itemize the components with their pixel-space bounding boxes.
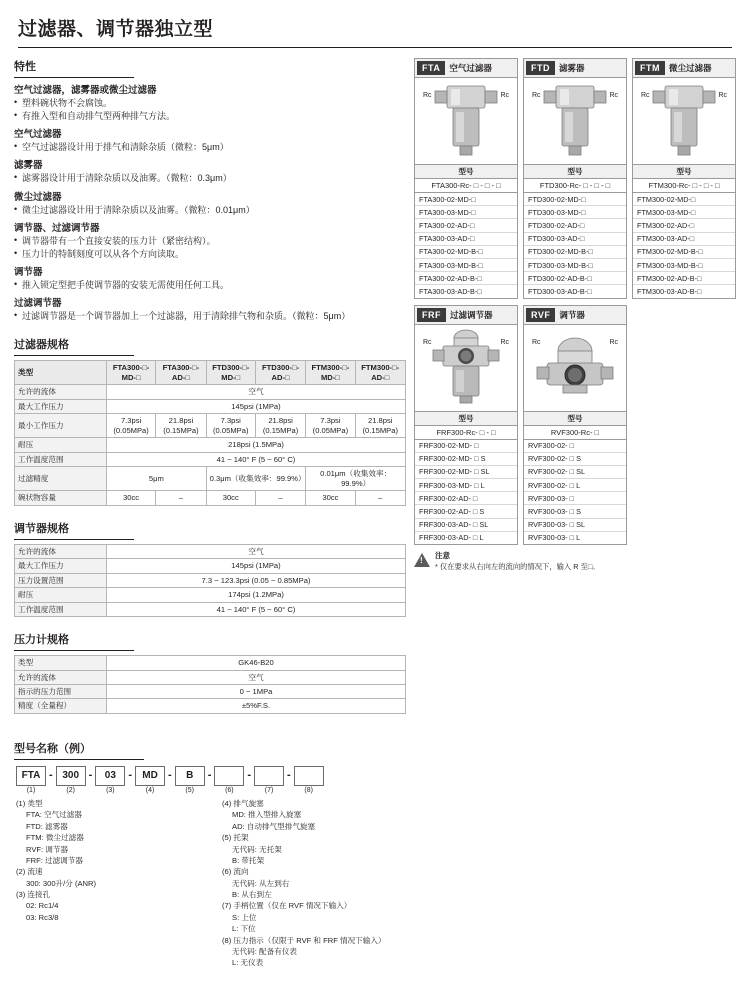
model-code-separator: -	[287, 768, 291, 781]
row-label: 工作温度范围	[15, 452, 107, 466]
product-tag: FTA	[417, 61, 445, 75]
port-label-left: Rc	[641, 92, 650, 99]
port-label-right: Rc	[500, 92, 509, 99]
model-list-item[interactable]: RVF300-03- □	[524, 492, 626, 505]
note-body: * 仅在要求从右向左的流向的情况下，输入 R 至□。	[435, 561, 600, 571]
product-card-frf	[414, 305, 518, 546]
model-list-item[interactable]: FTM300-02-AD-□	[633, 219, 735, 232]
feature-bullet: • 推入锁定型把手使调节器的安装无需使用任何工具。	[14, 279, 406, 291]
product-image	[524, 78, 626, 164]
regulator-spec-divider	[14, 539, 134, 540]
feature-bullet: • 压力计的特制刻度可以从各个方向读取。	[14, 248, 406, 260]
model-header: 型号	[524, 164, 626, 179]
right-column	[414, 58, 736, 572]
model-list-item[interactable]: FTD300-03-MD-B-□	[524, 259, 626, 272]
table-cell: 5μm	[107, 467, 207, 491]
legend-item: 02: Rc1/4	[26, 901, 59, 911]
model-list-item[interactable]: FTD300-03-AD-□	[524, 233, 626, 246]
product-name: 调节器	[559, 309, 585, 320]
model-code-separator: -	[168, 768, 172, 781]
model-code-separator: -	[247, 768, 252, 781]
column-header: FTM300-□-AD-□	[355, 361, 406, 385]
model-list	[524, 193, 626, 298]
legend-item: FTA: 空气过滤器	[26, 810, 82, 820]
table-row	[15, 452, 406, 466]
model-list-item[interactable]: RVF300-02- □ SL	[524, 466, 626, 479]
port-label-left: Rc	[423, 92, 432, 99]
product-image	[524, 325, 626, 411]
model-list-item[interactable]: FTM300-02-AD-B-□	[633, 272, 735, 285]
model-list-item[interactable]: FTD300-02-MD-B-□	[524, 246, 626, 259]
table-cell: ±5%F.S.	[107, 699, 406, 713]
table-cell: 145psi (1MPa)	[107, 399, 406, 413]
model-code-index: (5)	[185, 786, 194, 794]
table-row	[15, 438, 406, 452]
model-list	[415, 440, 517, 545]
table-row	[15, 385, 406, 399]
product-header	[633, 59, 735, 78]
model-list-item[interactable]: FTA300-02-MD-B-□	[415, 246, 517, 259]
legend-group-title: (1) 类型	[16, 798, 43, 808]
model-list-item[interactable]: FTM300-03-AD-□	[633, 233, 735, 246]
legend-group-title: (8) 压力指示（仅限于 RVF 和 FRF 情况下输入）	[222, 935, 386, 945]
feature-group-title: 调节器、过滤调节器	[14, 222, 100, 234]
legend-item: RVF: 调节器	[26, 844, 69, 854]
feature-bullet: • 滤雾器设计用于清除杂质以及油雾。（微粒：0.3μm）	[14, 172, 406, 184]
model-code-slot[interactable]	[95, 766, 125, 794]
model-list-item[interactable]: FTM300-03-MD-B-□	[633, 259, 735, 272]
regulator-spec-heading: 调节器规格	[14, 522, 69, 535]
filter-spec-divider	[14, 355, 134, 356]
table-cell: 空气	[107, 544, 406, 558]
model-pattern: FTA300-Rc- □ - □ - □	[415, 179, 517, 193]
legend-item: S: 上位	[232, 912, 257, 922]
feature-group-title: 调节器	[14, 266, 43, 278]
model-code-index: (1)	[26, 786, 36, 794]
model-code-index: (8)	[304, 786, 313, 794]
model-pattern: FRF300-Rc- □ - □	[415, 426, 517, 440]
model-name-section	[14, 740, 736, 969]
port-label-right: Rc	[609, 338, 618, 346]
model-list-item[interactable]: FTM300-03-AD-B-□	[637, 286, 702, 296]
model-code-index: (3)	[106, 786, 115, 794]
row-label: 精度（全量程）	[15, 699, 107, 713]
product-tag: FRF	[417, 308, 446, 322]
feature-bullet: • 微尘过滤器设计用于清除杂质以及油雾。（微粒：0.01μm）	[14, 204, 406, 216]
column-header: FTA300-□-MD-□	[107, 361, 156, 385]
table-cell: 145psi (1MPa)	[107, 559, 406, 573]
model-code-value[interactable]: 03	[95, 766, 125, 786]
model-list-item[interactable]: FTA300-03-AD-B-□	[419, 286, 482, 296]
row-label: 类型	[15, 656, 107, 670]
model-list-item[interactable]: FTD300-02-MD-□	[524, 193, 626, 206]
table-cell: 174psi (1.2MPa)	[107, 588, 406, 602]
table-cell: 7.3psi (0.05MPa)	[206, 414, 255, 438]
table-cell: 30cc	[206, 491, 255, 505]
features-heading: 特性	[14, 61, 36, 73]
model-list-item[interactable]: RVF300-03- □ SL	[524, 519, 626, 532]
legend-group-title: (2) 流速	[16, 867, 43, 877]
model-list-item[interactable]: FRF300-03-AD- □ L	[419, 533, 484, 543]
model-code-value[interactable]	[294, 766, 324, 786]
model-code-slot[interactable]	[135, 766, 165, 794]
product-header	[524, 306, 626, 325]
model-list-item[interactable]: FTD300-03-AD-B-□	[528, 286, 592, 296]
legend-item: MD: 推入型排入旋塞	[232, 810, 302, 820]
legend-group-title: (5) 托架	[222, 833, 249, 843]
model-list	[633, 193, 735, 298]
filter-spec-block	[14, 336, 406, 505]
model-legend-left	[16, 798, 206, 969]
table-row	[15, 602, 406, 616]
port-label-right: Rc	[500, 338, 509, 346]
model-code-index: (2)	[66, 786, 75, 794]
table-row	[15, 559, 406, 573]
feature-bullet: • 有推入型和自动排气型两种排气方法。	[14, 110, 406, 122]
product-card-ftd	[523, 58, 627, 299]
model-code-boxes	[16, 766, 736, 794]
table-cell: 空气	[107, 670, 406, 684]
row-label: 最大工作压力	[15, 559, 107, 573]
model-list-item[interactable]: FTD300-03-MD-□	[524, 206, 626, 219]
table-row	[15, 573, 406, 587]
model-name-heading: 型号名称（例）	[14, 742, 91, 755]
table-row	[15, 414, 406, 438]
product-image	[415, 325, 517, 411]
feature-group-title: 过滤调节器	[14, 298, 62, 310]
model-list-item[interactable]: FRF300-02-MD- □	[415, 440, 517, 453]
model-code-index: (4)	[145, 786, 155, 794]
main-columns	[14, 58, 736, 728]
model-pattern: FTM300-Rc- □ - □ - □	[633, 179, 735, 193]
filter-illustration	[649, 80, 719, 162]
model-list-item[interactable]: FTA300-03-MD-B-□	[415, 259, 517, 272]
table-cell: –	[255, 491, 305, 505]
port-label-left: Rc	[423, 338, 432, 346]
product-name: 滤雾器	[559, 63, 585, 73]
model-list-item[interactable]: FTM300-03-MD-□	[633, 206, 735, 219]
table-row	[15, 699, 406, 713]
product-name: 过滤调节器	[450, 309, 493, 320]
port-label-right: Rc	[609, 92, 618, 99]
legend-group-title: (6) 流向	[222, 867, 249, 877]
table-cell: 7.3 ~ 123.3psi (0.05 ~ 0.85MPa)	[107, 573, 406, 587]
column-header: 类型	[15, 361, 107, 385]
table-cell: –	[355, 491, 406, 505]
table-row	[15, 670, 406, 684]
legend-group-title: (4) 排气旋塞	[222, 798, 264, 808]
product-image	[415, 78, 517, 164]
table-cell: 0.3μm（收集效率：99.9%）	[206, 467, 306, 491]
model-header: 型号	[524, 411, 626, 426]
model-list-item[interactable]: FTA300-02-MD-□	[415, 193, 517, 206]
model-list-item[interactable]: FTA300-03-MD-□	[415, 206, 517, 219]
model-list	[524, 440, 626, 545]
product-header	[415, 306, 517, 325]
regulator-spec-table	[14, 544, 406, 617]
model-code-slot[interactable]	[175, 766, 205, 794]
features-list	[14, 82, 406, 322]
feature-bullet: • 调节器带有一个直接安装的压力计（紧密结构）。	[14, 235, 406, 247]
product-name: 空气过滤器	[449, 63, 492, 73]
table-row	[15, 544, 406, 558]
gauge-spec-heading: 压力计规格	[14, 634, 69, 647]
model-list-item[interactable]: FTA300-03-AD-□	[415, 233, 517, 246]
table-row	[15, 684, 406, 698]
regulator-spec-block	[14, 520, 406, 617]
legend-item: FTM: 微尘过滤器	[26, 833, 84, 843]
feature-bullet: • 空气过滤器设计用于排气和清除杂质（微粒：5μm）	[14, 141, 406, 153]
product-tag: RVF	[526, 308, 555, 322]
legend-item: 无代码: 从左到右	[232, 878, 290, 888]
model-code-value[interactable]: B	[175, 766, 205, 786]
legend-item: 无代码: 配备有仪表	[232, 947, 297, 957]
feature-bullet: • 过滤调节器是一个调节器加上一个过滤器，用于清除排气物和杂质。（微粒：5μm）	[14, 310, 406, 322]
legend-item: 无代码: 无托架	[232, 844, 282, 854]
gauge-spec-table	[14, 655, 406, 714]
row-label: 压力设置范围	[15, 573, 107, 587]
left-column	[14, 58, 414, 728]
model-header: 型号	[415, 164, 517, 179]
model-code-value[interactable]: 300	[56, 766, 86, 786]
model-code-value[interactable]: MD	[135, 766, 165, 786]
model-list-item[interactable]: FTA300-02-AD-□	[415, 219, 517, 232]
page-title: 过滤器、调节器独立型	[18, 19, 214, 40]
model-list	[415, 193, 517, 298]
legend-item: B: 从右到左	[232, 890, 272, 900]
table-cell: GK46-B20	[107, 656, 406, 670]
legend-item: L: 无仪表	[232, 958, 264, 968]
model-header: 型号	[633, 164, 735, 179]
filter-spec-table	[14, 360, 406, 505]
model-list-item[interactable]: FTA300-02-AD-B-□	[415, 272, 517, 285]
row-label: 最大工作压力	[15, 399, 107, 413]
feature-group-title: 空气过滤器	[14, 129, 62, 141]
legend-item: AD: 自动排气型排气旋塞	[232, 821, 316, 831]
feature-bullet: • 塑料碗状物不会腐蚀。	[14, 97, 406, 109]
model-name-divider	[14, 759, 144, 760]
product-card-rvf	[523, 305, 627, 546]
model-code-value[interactable]	[254, 766, 284, 786]
feature-group-title: 滤雾器	[14, 160, 43, 172]
product-card-ftm	[632, 58, 736, 299]
row-label: 过滤精度	[15, 467, 107, 491]
features-divider	[14, 77, 134, 78]
model-pattern: RVF300-Rc- □	[524, 426, 626, 440]
legend-group-title: (3) 连接孔	[16, 890, 51, 900]
filter-regulator-illustration	[427, 326, 505, 410]
row-label: 允许的流体	[15, 385, 107, 399]
model-list-item[interactable]: FRF300-03-AD- □ SL	[415, 519, 517, 532]
product-image	[633, 78, 735, 164]
title-divider	[18, 47, 732, 48]
filter-spec-heading: 过滤器规格	[14, 339, 69, 352]
model-list-item[interactable]: FRF300-02-AD- □	[415, 492, 517, 505]
table-cell: 21.8psi (0.15MPa)	[255, 414, 305, 438]
legend-group-title: (7) 手柄位置（仅在 RVF 情况下输入）	[222, 901, 352, 911]
model-code-slot[interactable]	[214, 766, 244, 794]
model-header: 型号	[415, 411, 517, 426]
table-header-row	[15, 361, 406, 385]
model-code-slot[interactable]	[254, 766, 284, 794]
model-list-item[interactable]: FRF300-03-MD- □ L	[415, 479, 517, 492]
note-title: 注意	[435, 551, 450, 560]
model-list-item[interactable]: FRF300-02-MD- □ S	[415, 453, 517, 466]
note-text-wrap	[435, 551, 600, 572]
model-code-separator: -	[88, 768, 93, 781]
product-name: 微尘过滤器	[669, 63, 712, 73]
table-cell: 21.8psi (0.15MPa)	[355, 414, 406, 438]
model-code-value[interactable]	[214, 766, 244, 786]
model-list-item[interactable]: RVF300-03- □ L	[528, 533, 581, 543]
model-list-item[interactable]: FRF300-02-MD- □ SL	[415, 466, 517, 479]
row-label: 允许的流体	[15, 670, 107, 684]
model-code-index: (6)	[225, 786, 234, 794]
warning-icon	[414, 553, 430, 567]
table-cell: –	[156, 491, 206, 505]
model-list-item[interactable]: FTM300-02-MD-□	[633, 193, 735, 206]
row-label: 工作温度范围	[15, 602, 107, 616]
legend-item: B: 带托架	[232, 855, 265, 865]
row-label: 耐压	[15, 588, 107, 602]
product-row-regulators	[414, 305, 736, 546]
legend-item: FRF: 过滤调节器	[26, 855, 83, 865]
table-cell: 0 ~ 1MPa	[107, 684, 406, 698]
model-legend-right	[222, 798, 412, 969]
row-label: 耐压	[15, 438, 107, 452]
row-label: 允许的流体	[15, 544, 107, 558]
table-cell: 30cc	[306, 491, 355, 505]
column-header: FTD300-□-AD-□	[255, 361, 305, 385]
model-list-item[interactable]: FTD300-02-AD-□	[524, 219, 626, 232]
model-code-separator: -	[207, 768, 212, 781]
table-row	[15, 399, 406, 413]
feature-group-title: 空气过滤器，滤雾器或微尘过滤器	[14, 85, 157, 96]
table-row	[15, 588, 406, 602]
table-cell: 空气	[107, 385, 406, 399]
model-code-separator: -	[128, 768, 133, 781]
table-cell: 41 ~ 140° F (5 ~ 60° C)	[107, 602, 406, 616]
table-cell: 30cc	[107, 491, 156, 505]
port-label-left: Rc	[532, 92, 541, 99]
model-list-item[interactable]: RVF300-03- □ S	[524, 505, 626, 518]
model-code-separator: -	[49, 768, 53, 781]
model-list-item[interactable]: FTM300-02-MD-B-□	[633, 246, 735, 259]
row-label: 碗状物容量	[15, 491, 107, 505]
model-pattern: FTD300-Rc- □ - □ - □	[524, 179, 626, 193]
model-list-item[interactable]: FTD300-02-AD-B-□	[524, 272, 626, 285]
gauge-spec-divider	[14, 650, 134, 651]
table-cell: 21.8psi (0.15MPa)	[156, 414, 206, 438]
table-row	[15, 656, 406, 670]
regulator-illustration	[529, 329, 621, 407]
port-label-right: Rc	[718, 92, 727, 99]
model-list-item[interactable]: FRF300-02-AD- □ S	[415, 505, 517, 518]
feature-group-title: 微尘过滤器	[14, 191, 62, 203]
row-label: 最小工作压力	[15, 414, 107, 438]
legend-item: 03: Rc3/8	[26, 912, 59, 922]
gauge-spec-block	[14, 631, 406, 714]
model-code-value[interactable]: FTA	[16, 766, 46, 786]
model-code-slot[interactable]	[56, 766, 86, 794]
model-list-item[interactable]: RVF300-02- □ S	[524, 453, 626, 466]
column-header: FTM300-□-MD-□	[306, 361, 355, 385]
product-card-fta	[414, 58, 518, 299]
port-label-left: Rc	[532, 338, 541, 346]
filter-illustration	[540, 80, 610, 162]
model-legend	[16, 798, 736, 969]
product-tag: FTD	[526, 61, 555, 75]
row-label: 指示的压力范围	[15, 684, 107, 698]
table-cell: 7.3psi (0.05MPa)	[107, 414, 156, 438]
model-code-slot[interactable]	[16, 766, 46, 794]
legend-item: FTD: 滤雾器	[26, 821, 68, 831]
model-list-item[interactable]: RVF300-02- □	[524, 440, 626, 453]
product-header	[524, 59, 626, 78]
model-code-index: (7)	[264, 786, 274, 794]
product-tag: FTM	[635, 61, 665, 75]
note-box	[414, 551, 736, 572]
legend-item: 300: 300升/分 (ANR)	[26, 878, 97, 888]
model-list-item[interactable]: RVF300-02- □ L	[524, 479, 626, 492]
column-header: FTA300-□-AD-□	[156, 361, 206, 385]
filter-illustration	[431, 80, 501, 162]
model-code-slot[interactable]	[294, 766, 324, 794]
table-row	[15, 491, 406, 505]
table-cell: 0.01μm（收集效率：99.9%）	[306, 467, 406, 491]
table-cell: 41 ~ 140° F (5 ~ 60° C)	[107, 452, 406, 466]
product-row-filters	[414, 58, 736, 299]
table-row	[15, 467, 406, 491]
table-cell: 7.3psi (0.05MPa)	[306, 414, 355, 438]
table-cell: 218psi (1.5MPa)	[107, 438, 406, 452]
column-header: FTD300-□-MD-□	[206, 361, 255, 385]
legend-item: L: 下位	[232, 924, 256, 934]
product-header	[415, 59, 517, 78]
